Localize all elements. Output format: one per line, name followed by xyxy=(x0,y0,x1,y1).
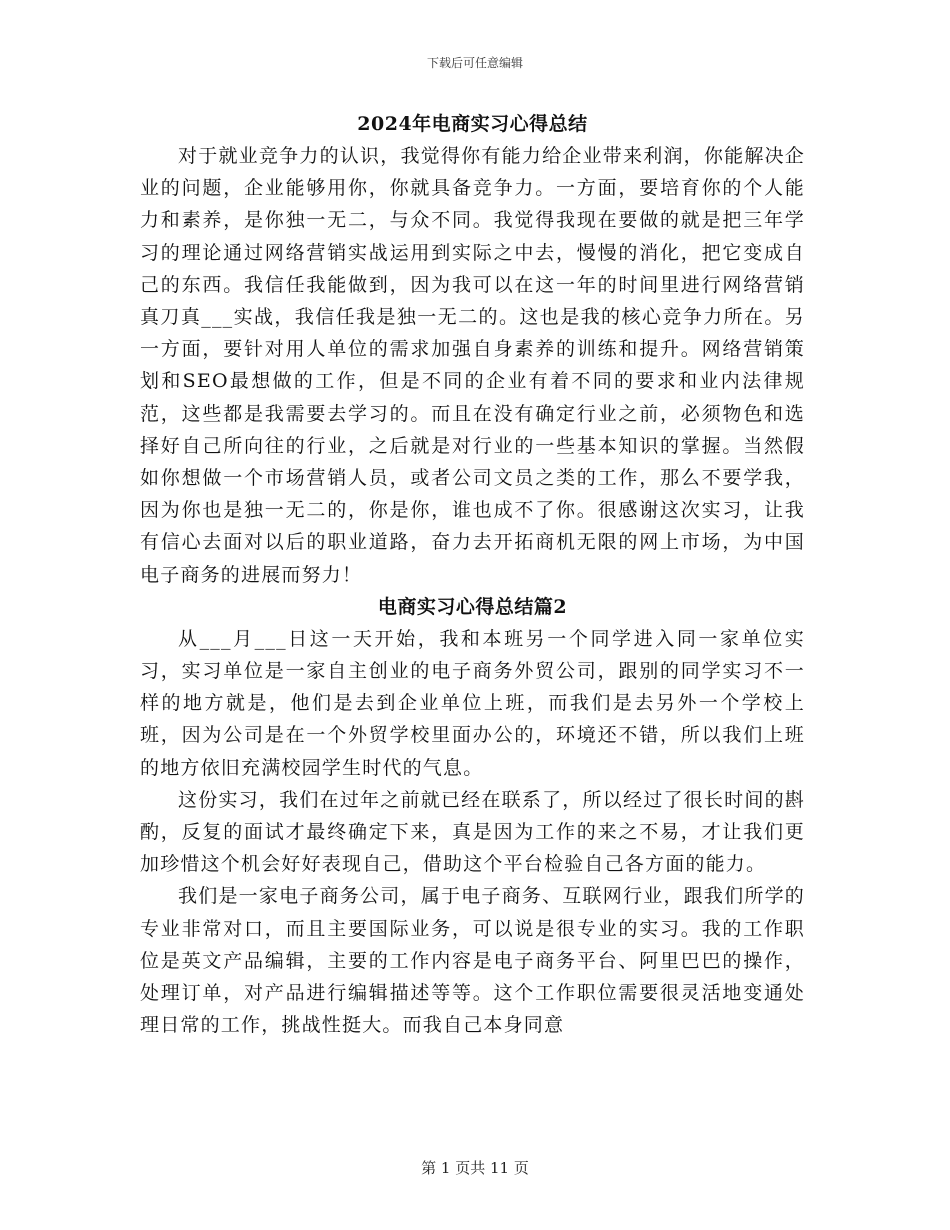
paragraph: 这份实习，我们在过年之前就已经在联系了，所以经过了很长时间的斟酌，反复的面试才最终确定下来，真是因为工作的来之不易，才让我们更加珍惜这个机会好好表现自己，借助这个平台检验自己各方面的能力。 xyxy=(140,788,805,876)
document-body xyxy=(140,108,805,1041)
paragraph: 我们是一家电子商务公司，属于电子商务、互联网行业，跟我们所学的专业非常对口，而且主要国际业务，可以说是很专业的实习。我的工作职位是英文产品编辑，主要的工作内容是电子商务平台、阿里巴巴的操作，处理订单，对产品进行编辑描述等等。这个工作职位需要很灵活地变通处理日常的工作，挑战性挺大。而我自己本身同意 xyxy=(140,885,805,1037)
section-title: 电商实习心得总结篇2 xyxy=(377,595,568,618)
paragraph: 从___月___日这一天开始，我和本班另一个同学进入同一家单位实习，实习单位是一家自主创业的电子商务外贸公司，跟别的同学实习不一样的地方就是，他们是去到企业单位上班，而我们是去另外一个学校上班，因为公司是在一个外贸学校里面办公的，环境还不错，所以我们上班的地方依旧充满校园学生时代的气息。 xyxy=(140,627,805,779)
paragraph: 对于就业竞争力的认识，我觉得你有能力给企业带来利润，你能解决企业的问题，企业能够用你，你就具备竞争力。一方面，要培育你的个人能力和素养，是你独一无二，与众不同。我觉得我现在要做的就是把三年学习的理论通过网络营销实战运用到实际之中去，慢慢的消化，把它变成自己的东西。我信任我能做到，因为我可以在这一年的时间里进行网络营销真刀真___实战，我信任我是独一无二的。这也是我的核心竞争力所在。另一方面，要针对用人单位的需求加强自身素养的训练和提升。网络营销策划和SEO最想做的工作，但是不同的企业有着不同的要求和业内法律规范，这些都是我需要去学习的。而且在没有确定行业之前，必须物色和选择好自己所向往的行业，之后就是对行业的一些基本知识的掌握。当然假如你想做一个市场营销人员，或者公司文员之类的工作，那么不要学我，因为你也是独一无二的，你是你，谁也成不了你。很感谢这次实习，让我有信心去面对以后的职业道路，奋力去开拓商机无限的网上市场，为中国电子商务的进展而努力！ xyxy=(140,145,805,586)
page-number: 第 1 页共 11 页 xyxy=(421,1159,529,1177)
document-title: 2024年电商实习心得总结 xyxy=(357,113,588,135)
header-note: 下载后可任意编辑 xyxy=(426,56,523,70)
